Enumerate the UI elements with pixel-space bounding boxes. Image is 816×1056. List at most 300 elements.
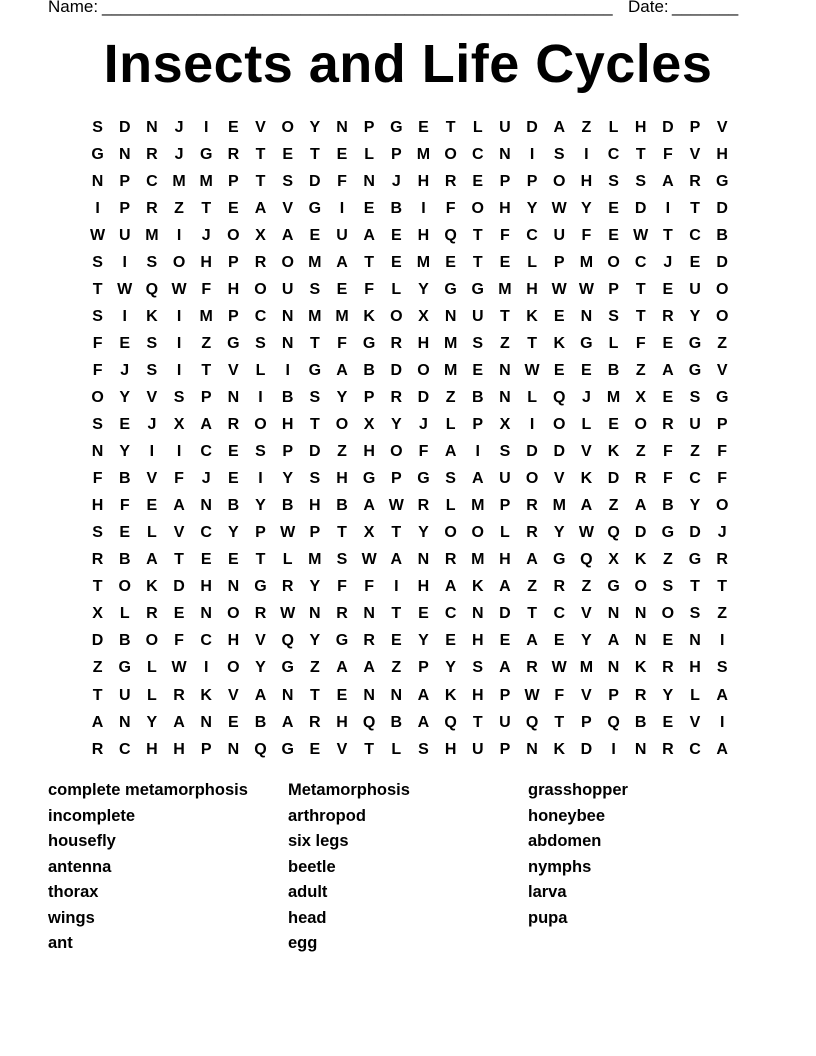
grid-letter: J	[391, 172, 401, 190]
grid-letter: E	[608, 226, 619, 244]
grid-letter: E	[445, 632, 456, 650]
grid-letter: J	[147, 416, 157, 434]
grid-letter: B	[118, 470, 131, 488]
grid-letter: N	[281, 686, 294, 704]
grid-letter: E	[553, 361, 565, 379]
grid-letter: S	[146, 334, 158, 352]
grid-letter: R	[227, 145, 240, 163]
grid-letter: A	[254, 199, 267, 217]
grid-letter: A	[417, 713, 430, 731]
grid-letter: E	[119, 416, 131, 434]
grid-letter: T	[472, 226, 483, 244]
grid-letter: L	[445, 416, 456, 434]
grid-letter: T	[391, 524, 402, 542]
grid-letter: A	[662, 361, 674, 379]
grid-letter: O	[715, 280, 729, 298]
grid-letter: V	[716, 361, 728, 379]
grid-letter: R	[634, 686, 647, 704]
grid-letter: U	[499, 470, 511, 488]
grid-letter: R	[444, 172, 457, 190]
grid-letter: Q	[362, 713, 376, 731]
grid-letter: F	[717, 470, 728, 488]
grid-letter: A	[173, 713, 185, 731]
word-list-item: housefly	[48, 832, 116, 850]
grid-letter: L	[581, 416, 592, 434]
grid-letter: Y	[418, 632, 429, 650]
grid-letter: R	[417, 497, 430, 515]
grid-letter: P	[363, 388, 375, 406]
grid-letter: R	[336, 605, 348, 623]
grid-letter: N	[281, 307, 294, 325]
grid-letter: T	[445, 118, 456, 136]
grid-letter: F	[500, 226, 510, 244]
grid-letter: G	[390, 118, 403, 136]
grid-letter: N	[471, 605, 484, 623]
grid-letter: T	[255, 551, 266, 569]
grid-letter: O	[254, 416, 267, 434]
grid-letter: Z	[635, 361, 646, 379]
grid-letter: R	[526, 497, 538, 515]
grid-letter: N	[634, 632, 647, 650]
grid-letter: F	[201, 280, 212, 298]
grid-letter: H	[499, 199, 511, 217]
grid-letter: E	[472, 172, 484, 190]
grid-letter: I	[665, 199, 671, 217]
grid-letter: M	[416, 253, 431, 271]
grid-letter: A	[281, 713, 294, 731]
grid-letter: C	[444, 605, 457, 623]
grid-letter: E	[228, 118, 239, 136]
grid-letter: E	[553, 307, 565, 325]
grid-letter: C	[689, 740, 701, 758]
grid-letter: M	[443, 334, 458, 352]
grid-letter: V	[553, 470, 565, 488]
grid-letter: M	[579, 253, 594, 271]
grid-letter: M	[308, 253, 322, 271]
grid-letter: G	[444, 280, 457, 298]
grid-letter: D	[716, 199, 728, 217]
grid-letter: O	[444, 524, 457, 542]
grid-letter: V	[255, 118, 266, 136]
grid-letter: S	[92, 118, 103, 136]
grid-letter: D	[91, 632, 104, 650]
grid-letter: V	[581, 686, 592, 704]
grid-letter: Z	[337, 443, 347, 461]
grid-letter: C	[254, 307, 267, 325]
grid-letter: B	[281, 388, 294, 406]
grid-letter: E	[200, 551, 212, 569]
grid-letter: T	[337, 524, 347, 542]
grid-letter: E	[228, 199, 239, 217]
grid-letter: G	[688, 361, 702, 379]
grid-letter: E	[689, 253, 701, 271]
grid-letter: F	[635, 334, 646, 352]
grid-letter: B	[363, 361, 375, 379]
grid-letter: N	[363, 172, 375, 190]
grid-letter: Y	[581, 199, 592, 217]
grid-letter: G	[362, 334, 376, 352]
grid-letter: Q	[607, 524, 620, 542]
grid-letter: Z	[445, 388, 456, 406]
grid-letter: S	[92, 524, 103, 542]
grid-letter: H	[471, 632, 484, 650]
grid-letter: R	[689, 172, 701, 190]
grid-letter: U	[281, 280, 294, 298]
grid-letter: V	[689, 713, 701, 731]
grid-letter: O	[172, 253, 186, 271]
grid-letter: K	[200, 686, 212, 704]
grid-letter: F	[119, 497, 130, 515]
grid-letter: I	[176, 443, 182, 461]
grid-letter: T	[472, 713, 483, 731]
grid-letter: D	[173, 578, 185, 596]
grid-letter: O	[607, 253, 620, 271]
grid-letter: R	[390, 334, 403, 352]
grid-letter: F	[92, 334, 103, 352]
grid-letter: R	[254, 253, 267, 271]
grid-letter: Q	[145, 280, 159, 298]
grid-letter: E	[146, 497, 158, 515]
grid-letter: F	[337, 334, 347, 352]
grid-letter: S	[255, 443, 266, 461]
grid-letter: I	[421, 199, 426, 217]
grid-letter: T	[309, 334, 320, 352]
grid-letter: E	[662, 713, 674, 731]
grid-letter: E	[173, 605, 185, 623]
grid-letter: A	[662, 172, 674, 190]
grid-letter: Q	[444, 226, 457, 244]
grid-letter: N	[91, 172, 104, 190]
grid-letter: U	[336, 226, 348, 244]
grid-letter: T	[635, 280, 646, 298]
grid-letter: E	[336, 280, 348, 298]
word-list-item: antenna	[48, 857, 112, 876]
grid-letter: P	[200, 388, 212, 406]
grid-letter: I	[176, 226, 182, 244]
grid-letter: A	[634, 497, 647, 515]
grid-letter: L	[472, 118, 483, 136]
grid-letter: I	[258, 388, 263, 406]
grid-letter: S	[608, 307, 619, 325]
grid-letter: O	[715, 497, 729, 515]
grid-letter: I	[394, 578, 399, 596]
grid-letter: K	[634, 551, 647, 569]
grid-letter: N	[634, 605, 647, 623]
grid-letter: H	[309, 497, 321, 515]
grid-letter: N	[146, 118, 158, 136]
grid-letter: I	[258, 470, 263, 488]
grid-letter: P	[472, 416, 484, 434]
grid-letter: B	[281, 497, 294, 515]
grid-letter: O	[634, 578, 647, 596]
grid-letter: R	[363, 632, 375, 650]
grid-letter: A	[363, 226, 375, 244]
grid-letter: V	[581, 443, 592, 461]
grid-letter: L	[527, 253, 537, 271]
grid-letter: L	[119, 605, 130, 623]
grid-letter: Y	[309, 578, 321, 596]
word-list-item: abdomen	[528, 832, 602, 850]
grid-letter: W	[524, 361, 540, 379]
grid-letter: X	[363, 524, 375, 542]
grid-letter: L	[690, 686, 700, 704]
grid-letter: H	[689, 659, 701, 677]
grid-letter: E	[228, 443, 239, 461]
grid-letter: U	[118, 226, 131, 244]
grid-letter: X	[173, 416, 185, 434]
grid-letter: Y	[689, 307, 701, 325]
grid-letter: O	[634, 416, 647, 434]
grid-letter: W	[90, 226, 106, 244]
grid-letter: H	[417, 578, 430, 596]
grid-letter: I	[719, 713, 725, 731]
grid-letter: J	[419, 416, 428, 434]
grid-letter: V	[336, 740, 348, 758]
grid-letter: T	[635, 307, 646, 325]
grid-letter: R	[662, 740, 674, 758]
name-label: Name:	[48, 0, 99, 16]
grid-letter: E	[390, 226, 402, 244]
grid-letter: V	[255, 632, 266, 650]
grid-letter: Z	[608, 497, 619, 515]
grid-letter: J	[201, 226, 211, 244]
grid-letter: C	[118, 740, 131, 758]
grid-letter: Z	[92, 659, 103, 677]
word-list-item: wings	[48, 908, 95, 927]
grid-letter: O	[335, 416, 349, 434]
grid-letter: C	[553, 605, 566, 623]
grid-letter: N	[118, 145, 131, 163]
grid-letter: S	[92, 416, 103, 434]
grid-letter: S	[309, 388, 321, 406]
grid-letter: H	[91, 497, 104, 515]
grid-letter: O	[661, 605, 675, 623]
grid-letter: N	[363, 605, 375, 623]
grid-letter: I	[176, 361, 182, 379]
grid-letter: W	[171, 280, 187, 298]
grid-letter: G	[553, 551, 566, 569]
grid-letter: R	[526, 659, 538, 677]
grid-letter: T	[255, 145, 266, 163]
grid-letter: F	[717, 443, 728, 461]
grid-letter: H	[200, 253, 212, 271]
word-search-grid	[84, 114, 736, 763]
grid-letter: W	[551, 280, 567, 298]
grid-letter: Z	[309, 659, 320, 677]
grid-letter: A	[471, 470, 484, 488]
grid-letter: L	[364, 145, 375, 163]
grid-letter: R	[526, 524, 538, 542]
grid-letter: N	[634, 740, 647, 758]
grid-letter: Y	[662, 686, 674, 704]
grid-letter: S	[689, 605, 701, 623]
grid-letter: E	[662, 280, 674, 298]
grid-letter: P	[581, 713, 592, 731]
grid-letter: R	[91, 740, 104, 758]
grid-letter: K	[471, 578, 484, 596]
grid-letter: G	[471, 280, 484, 298]
grid-letter: T	[472, 253, 483, 271]
grid-letter: E	[608, 416, 619, 434]
grid-letter: G	[254, 578, 267, 596]
grid-letter: K	[634, 659, 647, 677]
grid-letter: G	[199, 145, 213, 163]
grid-letter: B	[634, 713, 647, 731]
grid-letter: Y	[581, 632, 592, 650]
grid-letter: A	[444, 443, 457, 461]
grid-letter: B	[118, 632, 131, 650]
grid-letter: E	[119, 524, 131, 542]
grid-letter: L	[255, 361, 266, 379]
grid-letter: S	[309, 470, 321, 488]
grid-letter: O	[417, 361, 430, 379]
grid-letter: K	[444, 686, 457, 704]
grid-letter: F	[92, 361, 103, 379]
grid-letter: F	[337, 578, 347, 596]
grid-letter: V	[146, 470, 158, 488]
grid-letter: S	[553, 145, 565, 163]
grid-letter: F	[418, 443, 429, 461]
grid-letter: Y	[336, 388, 348, 406]
grid-letter: O	[471, 199, 484, 217]
grid-letter: K	[553, 740, 566, 758]
grid-letter: E	[309, 740, 321, 758]
grid-letter: Z	[662, 551, 673, 569]
grid-letter: N	[499, 388, 511, 406]
grid-letter: P	[309, 524, 321, 542]
grid-letter: P	[608, 686, 619, 704]
grid-letter: F	[662, 443, 673, 461]
grid-letter: L	[147, 659, 157, 677]
grid-letter: T	[391, 605, 402, 623]
grid-letter: P	[716, 416, 728, 434]
grid-letter: S	[418, 740, 429, 758]
grid-letter: B	[227, 497, 240, 515]
grid-letter: E	[119, 334, 131, 352]
grid-letter: R	[173, 686, 185, 704]
grid-letter: P	[608, 280, 619, 298]
grid-letter: V	[228, 361, 239, 379]
grid-letter: P	[228, 253, 239, 271]
grid-letter: O	[553, 172, 566, 190]
grid-letter: I	[95, 199, 100, 217]
grid-letter: A	[336, 361, 348, 379]
grid-letter: Z	[581, 578, 592, 596]
grid-letter: D	[662, 118, 674, 136]
grid-letter: B	[471, 388, 484, 406]
grid-letter: C	[689, 226, 701, 244]
grid-letter: B	[716, 226, 728, 244]
grid-letter: E	[472, 361, 484, 379]
grid-letter: Q	[525, 713, 539, 731]
grid-letter: S	[173, 388, 185, 406]
grid-letter: F	[174, 632, 184, 650]
grid-letter: T	[690, 578, 700, 596]
grid-letter: L	[391, 280, 402, 298]
page-title: Insects and Life Cycles	[103, 34, 713, 94]
grid-letter: T	[92, 686, 103, 704]
grid-letter: W	[524, 686, 540, 704]
grid-letter: N	[417, 551, 430, 569]
grid-letter: R	[662, 416, 674, 434]
grid-letter: S	[336, 551, 348, 569]
grid-letter: T	[635, 145, 646, 163]
grid-letter: H	[417, 226, 430, 244]
grid-letter: V	[146, 388, 158, 406]
word-list-item: pupa	[528, 908, 568, 927]
grid-letter: O	[553, 416, 566, 434]
grid-letter: G	[335, 632, 349, 650]
grid-letter: M	[552, 497, 566, 515]
grid-letter: G	[227, 334, 240, 352]
grid-letter: Q	[281, 632, 294, 650]
grid-letter: L	[282, 551, 293, 569]
grid-letter: G	[607, 578, 620, 596]
grid-letter: C	[607, 145, 620, 163]
grid-letter: Z	[391, 659, 402, 677]
grid-letter: A	[390, 551, 403, 569]
grid-letter: E	[662, 388, 674, 406]
grid-letter: S	[445, 470, 456, 488]
grid-letter: A	[146, 551, 158, 569]
grid-letter: M	[172, 172, 186, 190]
grid-letter: R	[716, 551, 728, 569]
grid-letter: W	[578, 524, 594, 542]
grid-letter: Y	[119, 443, 131, 461]
grid-letter: E	[363, 199, 375, 217]
name-line: ______________________________________________________	[102, 0, 613, 16]
grid-letter: D	[716, 253, 728, 271]
grid-letter: V	[581, 605, 592, 623]
grid-letter: P	[499, 497, 511, 515]
grid-letter: P	[390, 470, 402, 488]
grid-letter: E	[336, 686, 348, 704]
grid-letter: H	[336, 470, 348, 488]
grid-letter: P	[418, 659, 429, 677]
grid-letter: H	[227, 632, 240, 650]
grid-letter: F	[581, 226, 592, 244]
grid-letter: X	[255, 226, 266, 244]
grid-letter: D	[526, 118, 538, 136]
grid-letter: N	[118, 713, 131, 731]
grid-letter: P	[363, 118, 375, 136]
grid-letter: E	[228, 470, 239, 488]
grid-letter: P	[119, 199, 131, 217]
grid-letter: W	[388, 497, 404, 515]
grid-letter: A	[716, 740, 728, 758]
grid-letter: R	[254, 605, 267, 623]
grid-letter: D	[689, 524, 701, 542]
grid-letter: D	[580, 740, 593, 758]
grid-letter: E	[336, 145, 348, 163]
grid-letter: C	[689, 470, 701, 488]
word-list-item: six legs	[288, 832, 349, 850]
grid-letter: U	[471, 307, 484, 325]
grid-letter: G	[118, 659, 131, 677]
grid-letter: Q	[580, 551, 593, 569]
grid-letter: N	[200, 605, 212, 623]
grid-letter: E	[228, 551, 239, 569]
grid-letter: H	[417, 334, 430, 352]
grid-letter: E	[662, 334, 674, 352]
grid-letter: D	[499, 605, 511, 623]
date-line: _______	[672, 0, 739, 16]
grid-letter: A	[173, 497, 185, 515]
grid-letter: I	[285, 361, 290, 379]
grid-letter: J	[717, 524, 727, 542]
grid-letter: D	[553, 443, 566, 461]
word-list-item: complete metamorphosis	[48, 781, 248, 799]
